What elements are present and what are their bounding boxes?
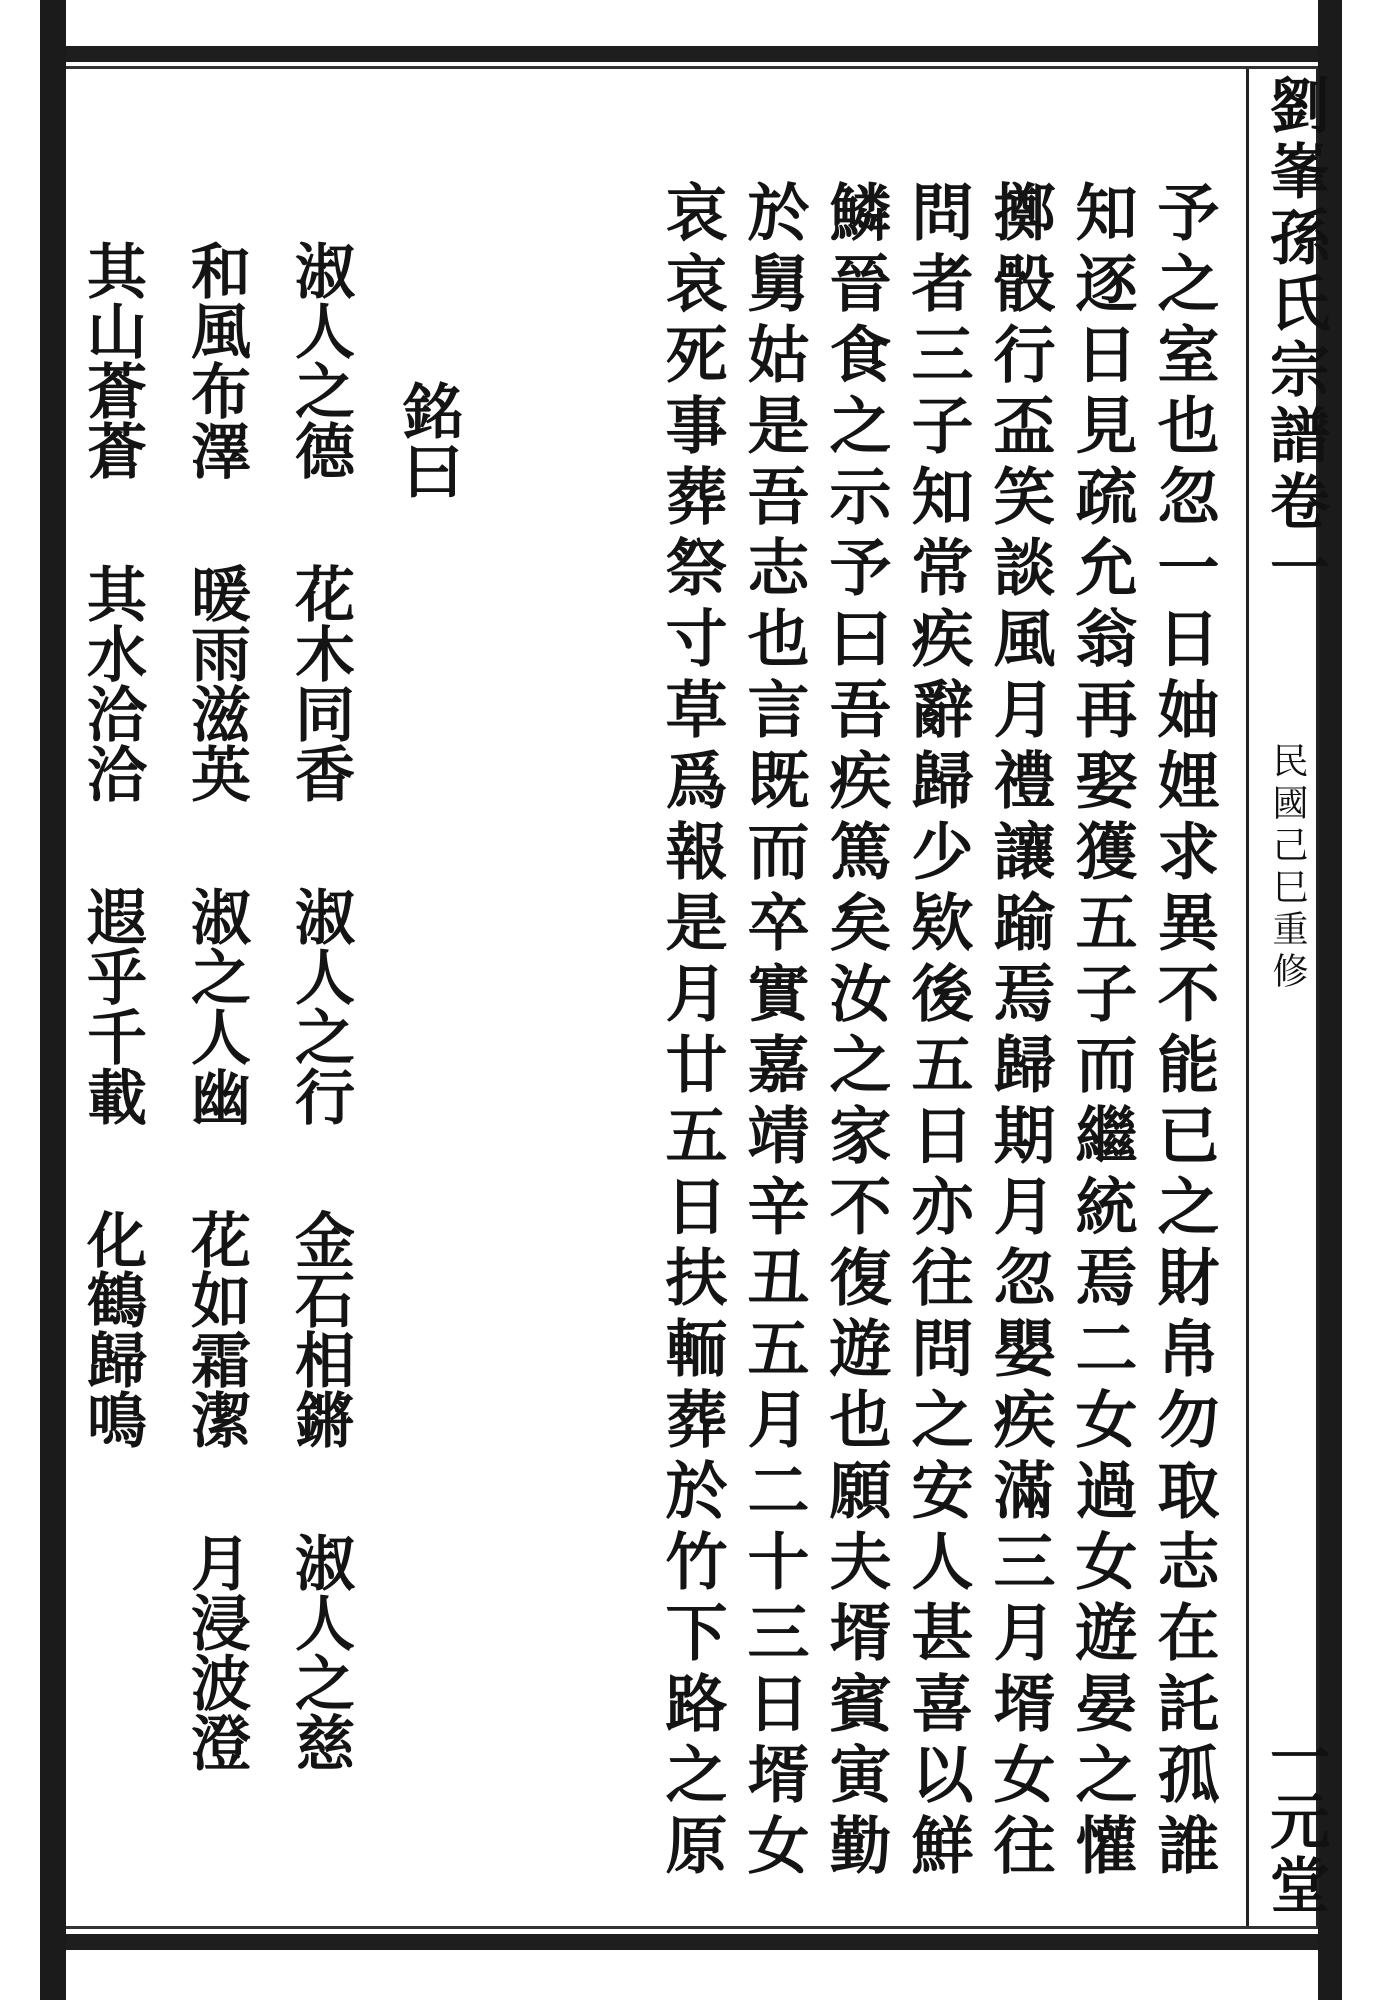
verse-column-1 [285,240,355,1772]
verse-phrase: 花如霜潔 [181,1208,251,1449]
verse-column-2 [181,240,251,1772]
verse-phrase: 淑人之行 [285,885,355,1126]
text-column-5: 鱗晉食之示予曰吾疾篤矣汝之家不復遊也願夫壻賓寅勤 [819,180,892,1884]
edition-note: 民國己巳重修 [1267,742,1308,994]
book-heart-title [1252,74,1338,602]
verse-phrase: 暖雨滋英 [181,562,251,803]
verse-phrase: 遐乎千載 [77,885,147,1126]
top-border [66,46,1318,62]
verse-phrase: 其山蒼蒼 [77,240,147,480]
bottom-border-inner [66,1926,1318,1929]
text-column-6: 於舅姑是吾志也言既而卒實嘉靖辛丑五月二十三日壻女 [737,180,810,1884]
text-column-7: 哀哀死事葬祭寸草爲報是月廿五日扶輀葬於竹下路之原 [655,180,728,1884]
verse-phrase: 淑人之德 [285,240,355,480]
top-border-inner [66,66,1318,69]
verse-phrase: 金石相鏘 [285,1208,355,1449]
text-column-1: 予之室也忽一日妯娌求異不能已之財帛勿取志在託孤誰 [1147,180,1220,1884]
verse-phrase: 和風布澤 [181,240,251,480]
verse-phrase: 花木同香 [285,562,355,803]
text-column-4: 問者三子知常疾辭歸少欵後五日亦往問之安人甚喜以鮮 [901,180,974,1884]
binding-edge-left [40,0,66,2000]
verse-phrase: 化鶴歸鳴 [77,1208,147,1449]
verse-column-3 [77,240,147,1449]
verse-phrase: 淑人之慈 [285,1531,355,1772]
book-title: 劉峯孫氏宗譜 [1260,74,1330,470]
hall-name: 一元堂 [1260,1726,1330,1918]
volume-label: 卷一 [1260,470,1330,602]
book-heart-divider-inner [1246,69,1249,1926]
inscription-heading: 銘曰 [393,380,463,500]
bottom-border [66,1934,1318,1950]
verse-phrase: 月浸波澄 [181,1531,251,1772]
text-column-2: 知逐日見疏允翁再娶獲五子而繼統焉二女過女遊晏之懽 [1065,180,1138,1884]
text-column-3: 擲骰行盃笑談風月禮讓踰焉歸期月忽嬰疾滿三月壻女往 [983,180,1056,1884]
verse-phrase: 淑之人幽 [181,885,251,1126]
verse-phrase: 其水洽洽 [77,562,147,803]
